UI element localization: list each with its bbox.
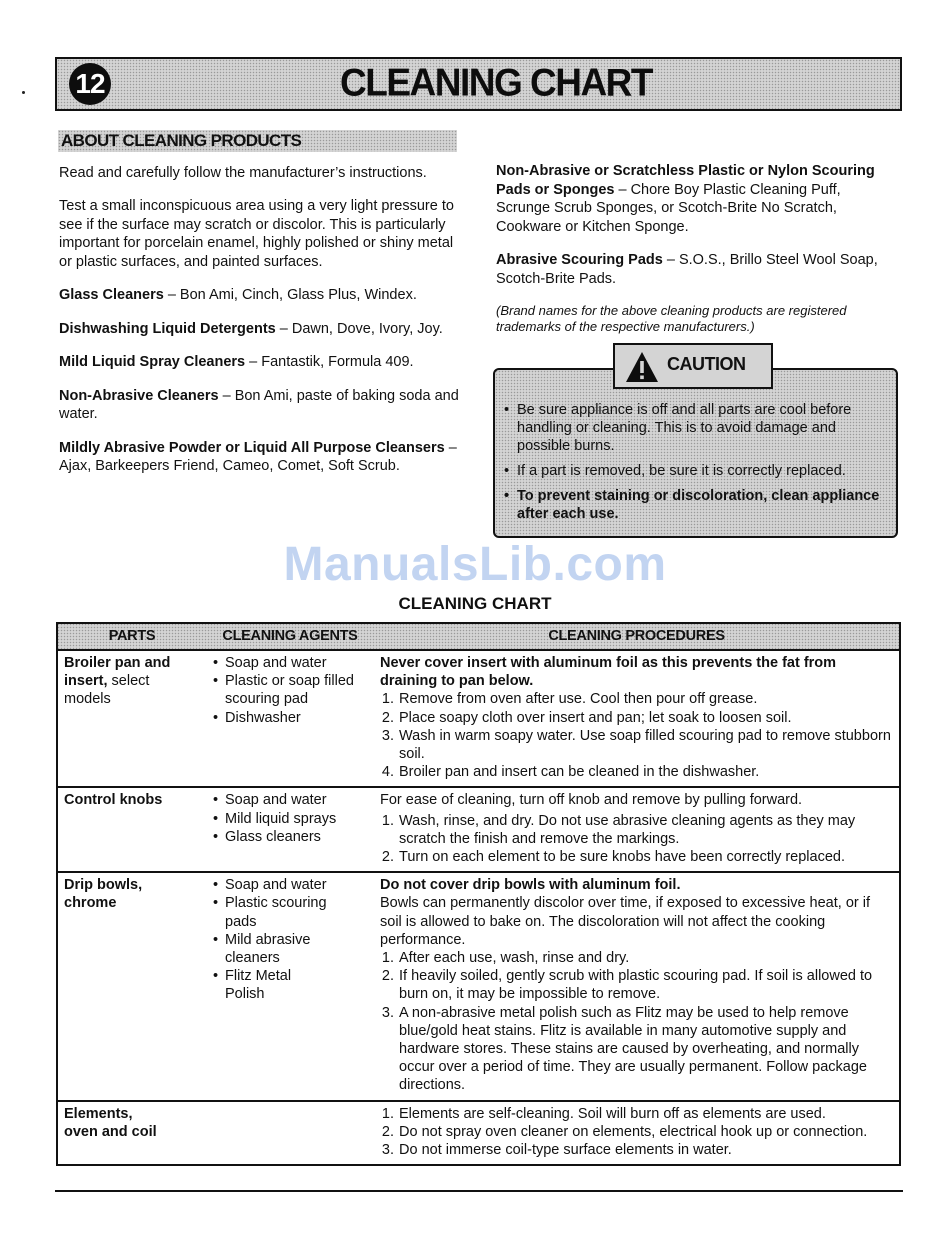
agent-item: • Mild abrasive cleaners [212, 931, 332, 967]
product-glass-cleaners: Glass Cleaners – Bon Ami, Cinch, Glass Plus, Windex. [59, 287, 417, 303]
page-header [55, 57, 902, 111]
page-title: CLEANING CHART [340, 60, 652, 104]
part-cell: Elements, oven and coil [64, 1105, 157, 1140]
product-name: Dishwashing Liquid Detergents [59, 320, 276, 337]
part-cell: Broiler pan and insert, select models [57, 650, 206, 787]
watermark: ManualsLib.com [283, 538, 667, 591]
agent-item: • Dishwasher [212, 709, 368, 727]
product-scratchless-pads: Non-Abrasive or Scratchless Plastic or Nylon Scouring Pads or Sponges – Chore Boy Plastic Cleaning Puff, Scrunge Scrub Sponges, or Scotch-Brite No Scratch, Cookware or Kitchen Sponge. [496, 163, 875, 235]
agent-item: • Soap and water [212, 876, 332, 894]
product-mildly-abrasive-cleansers: Mildly Abrasive Powder or Liquid All Purpose Cleansers – Ajax, Barkeepers Friend, Cameo, Comet, Soft Scrub. [59, 439, 457, 474]
procedure-step: 2. If heavily soiled, gently scrub with plastic scouring pad. If soil is allowed to burn on, it may be impossible to remove. [398, 967, 893, 1003]
trademark-note: (Brand names for the above cleaning products are registered trademarks of the respective manufacturers.) [496, 303, 847, 334]
procedure-intro: Bowls can permanently discolor over time, if exposed to excessive heat, or if soil is allowed to bake on. The discoloration will not affect the cooking performance. [380, 895, 871, 948]
part-cell: Control knobs [57, 787, 206, 872]
agents-cell [206, 872, 374, 1100]
agent-item: • Plastic or soap filled scouring pad [212, 672, 368, 708]
agent-item: • Soap and water [212, 654, 368, 672]
table-row [57, 872, 900, 1100]
procedure-warning: Never cover insert with aluminum foil as this prevents the fat from draining to pan below. [380, 655, 837, 690]
procedure-step: 1. Remove from oven after use. Cool then pour off grease. [398, 690, 893, 708]
page-number-badge: 12 [69, 63, 111, 105]
procedure-step: 1. After each use, wash, rinse and dry. [398, 949, 893, 967]
header-cleaning-procedures: CLEANING PROCEDURES [374, 623, 900, 650]
header-parts: PARTS [57, 623, 206, 650]
procedure-step: 4. Broiler pan and insert can be cleaned in the dishwasher. [398, 763, 893, 781]
agents-cell [206, 787, 374, 872]
test-text: Test a small inconspicuous area using a very light pressure to see if the surface may scratch or discolor. This is particularly important for porcelain enamel, highly polished or shiny metal or plastic surfaces, and painted surfaces. [59, 198, 454, 270]
product-name: Non-Abrasive Cleaners [59, 387, 219, 404]
chart-title: CLEANING CHART [398, 594, 552, 613]
procedures-cell [374, 872, 900, 1100]
table-row [57, 787, 900, 872]
procedures-cell [374, 1101, 900, 1166]
agent-item: • Mild liquid sprays [212, 810, 368, 828]
procedure-step: 2. Do not spray oven cleaner on elements, electrical hook up or connection. [398, 1123, 893, 1141]
agent-item: • Soap and water [212, 791, 368, 809]
procedures-cell [374, 787, 900, 872]
product-name: Glass Cleaners [59, 287, 164, 303]
product-abrasive-pads: Abrasive Scouring Pads – S.O.S., Brillo Steel Wool Soap, Scotch-Brite Pads. [496, 252, 878, 287]
agent-item: • Plastic scouring pads [212, 894, 332, 930]
cleaning-chart-table [56, 622, 901, 1166]
procedure-step: 2. Turn on each element to be sure knobs have been correctly replaced. [398, 848, 893, 866]
procedures-cell [374, 650, 900, 787]
about-cleaning-products [59, 130, 464, 491]
procedure-step: 1. Elements are self-cleaning. Soil will burn off as elements are used. [398, 1105, 893, 1123]
table-header-row [57, 623, 900, 650]
agents-cell [206, 650, 374, 787]
product-dishwashing-detergents: Dishwashing Liquid Detergents – Dawn, Dove, Ivory, Joy. [59, 320, 443, 337]
product-name: Mildly Abrasive Powder or Liquid All Purpose Cleansers [59, 439, 445, 456]
procedure-step: 3. A non-abrasive metal polish such as Flitz may be used to help remove blue/gold heat stains. Flitz is available in many automotive supply and hardware stores. These stains are caused by overheating, and normally occur over a period of time. They are usually permanent. Follow package directions. [398, 1004, 893, 1095]
product-non-abrasive-cleaners: Non-Abrasive Cleaners – Bon Ami, paste of baking soda and water. [59, 387, 459, 422]
table-row [57, 650, 900, 787]
caution-item: • To prevent staining or discoloration, clean appliance after each use. [502, 487, 887, 523]
procedure-intro: For ease of cleaning, turn off knob and remove by pulling forward. [380, 792, 803, 809]
procedure-step: 1. Wash, rinse, and dry. Do not use abrasive cleaning agents as they may scratch the finish and remove the markings. [398, 812, 893, 848]
procedure-step: 3. Do not immerse coil-type surface elements in water. [398, 1141, 893, 1159]
about-cleaning-products-continued [496, 162, 896, 350]
product-name: Abrasive Scouring Pads [496, 252, 663, 268]
procedure-step: 3. Wash in warm soapy water. Use soap filled scouring pad to remove stubborn soil. [398, 727, 893, 763]
agent-item: • Flitz Metal Polish [212, 967, 332, 1003]
header-cleaning-agents: CLEANING AGENTS [206, 623, 374, 650]
caution-title: CAUTION [667, 354, 746, 374]
table-row [57, 1101, 900, 1166]
section-heading: ABOUT CLEANING PRODUCTS [58, 130, 457, 152]
footer-rule [55, 1190, 903, 1192]
caution-list [502, 401, 887, 530]
product-name: Non-Abrasive or Scratchless Plastic or Nylon Scouring Pads or Sponges [496, 163, 875, 198]
caution-item: • If a part is removed, be sure it is correctly replaced. [502, 462, 887, 480]
caution-label [613, 343, 773, 389]
procedure-warning: Do not cover drip bowls with aluminum foil. [380, 877, 681, 894]
warning-triangle-icon [625, 351, 659, 383]
product-name: Mild Liquid Spray Cleaners [59, 354, 246, 370]
agent-item: • Glass cleaners [212, 828, 368, 846]
product-mild-spray-cleaners: Mild Liquid Spray Cleaners – Fantastik, Formula 409. [59, 354, 414, 370]
part-cell: Drip bowls, chrome [57, 872, 206, 1100]
procedure-step: 2. Place soapy cloth over insert and pan; let soak to loosen soil. [398, 709, 893, 727]
caution-item: • Be sure appliance is off and all parts are cool before handling or cleaning. This is to avoid damage and possible burns. [502, 401, 887, 455]
agents-cell [206, 1101, 374, 1166]
scan-dot [22, 91, 25, 94]
intro-text: Read and carefully follow the manufacturer’s instructions. [59, 164, 427, 181]
